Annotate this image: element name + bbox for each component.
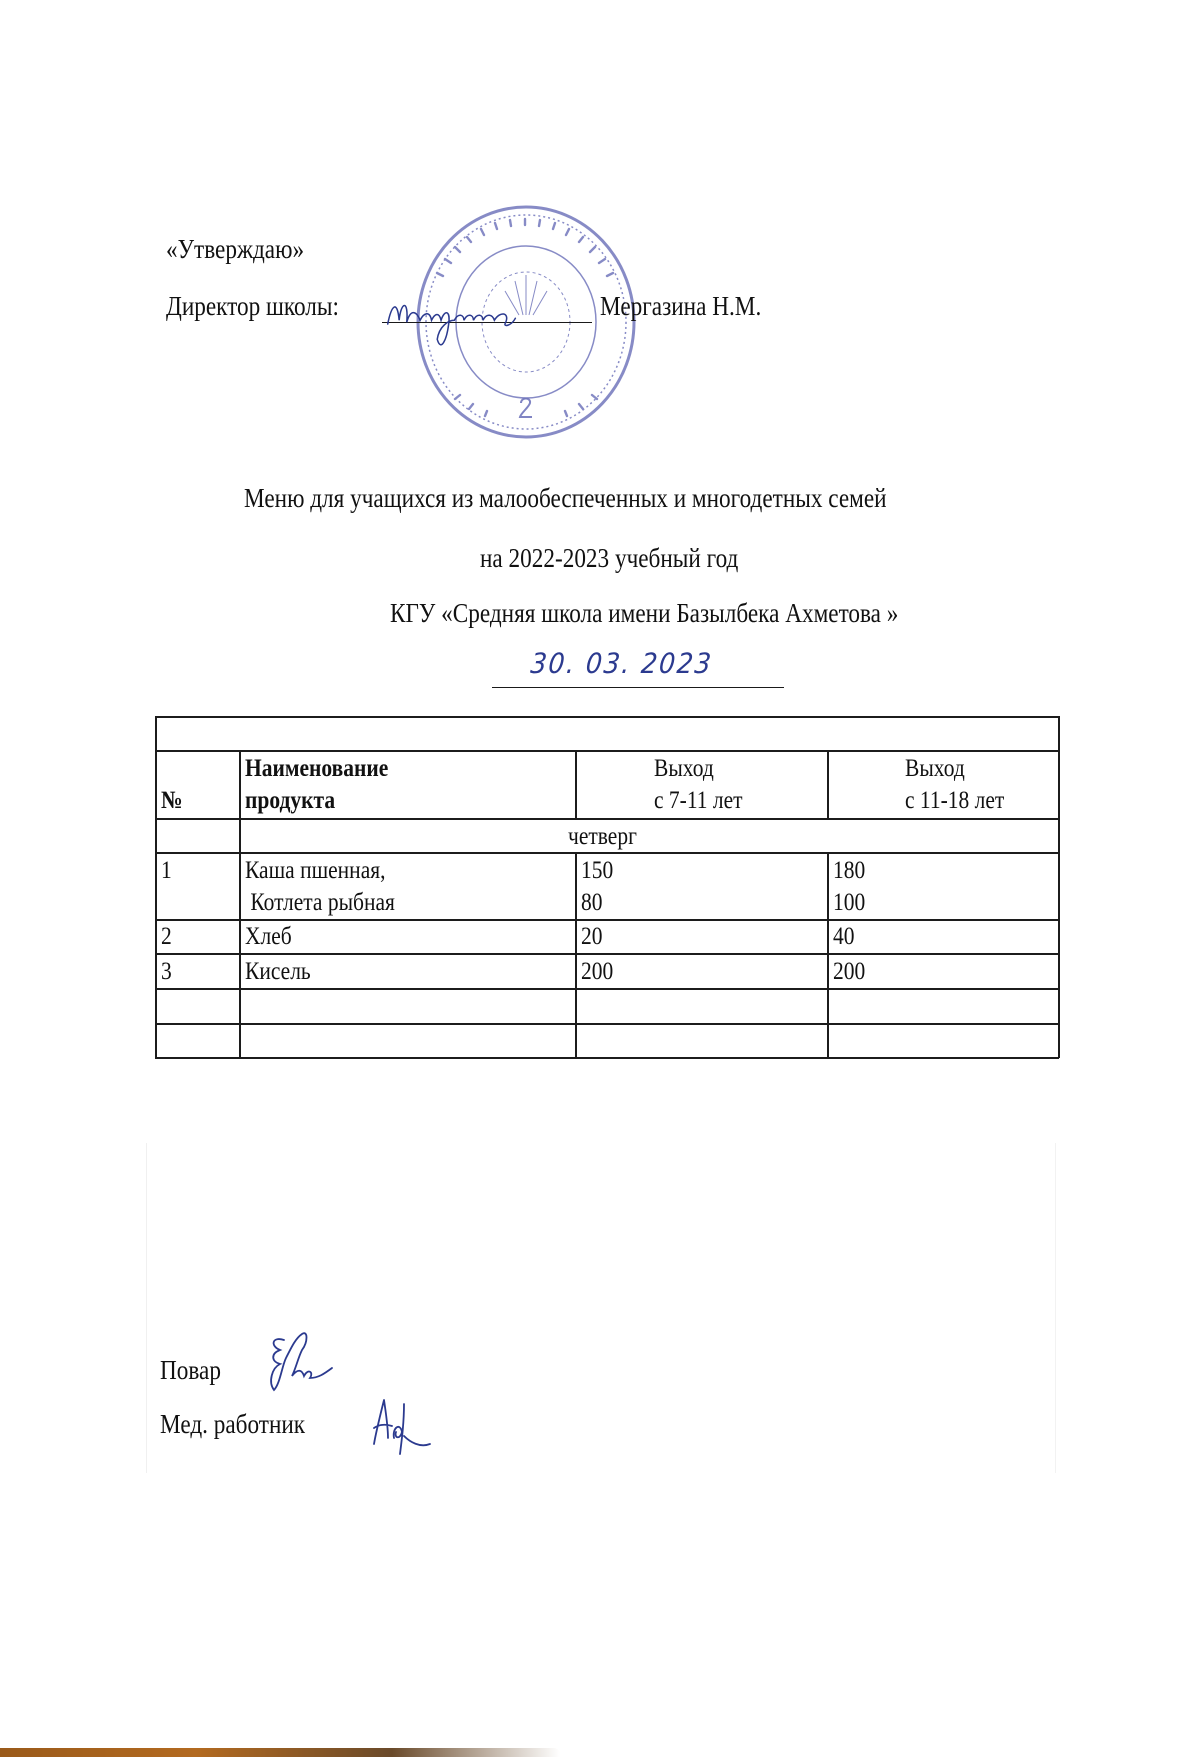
day-label: четверг xyxy=(568,823,637,850)
table-row-1-out2-line2: 100 xyxy=(833,889,866,916)
menu-table xyxy=(155,716,1059,1058)
menu-title: Меню для учащихся из малообеспеченных и многодетных семей xyxy=(244,483,887,513)
table-row-3-out2: 200 xyxy=(833,958,866,985)
header-out1-line2: с 7-11 лет xyxy=(654,787,743,814)
school-name: КГУ «Средняя школа имени Базылбека Ахметова » xyxy=(390,598,899,628)
table-row-3-out1: 200 xyxy=(581,958,614,985)
table-row-1-name-line1: Каша пшенная, xyxy=(245,857,386,884)
director-signature xyxy=(382,290,582,360)
header-num: № xyxy=(161,787,183,814)
header-out2-line1: Выход xyxy=(905,755,965,782)
table-row-3-name: Кисель xyxy=(245,958,311,985)
cook-signature xyxy=(262,1328,334,1398)
table-row-3-num: 3 xyxy=(161,958,172,985)
header-out2-line2: с 11-18 лет xyxy=(905,787,1005,814)
medic-label: Мед. работник xyxy=(160,1409,306,1439)
table-row-1-out1-line2: 80 xyxy=(581,889,603,916)
table-row-2-name: Хлеб xyxy=(245,923,292,950)
table-row-1-num: 1 xyxy=(161,857,172,884)
date-underline xyxy=(492,687,784,688)
table-row-2-out1: 20 xyxy=(581,923,603,950)
academic-year: на 2022-2023 учебный год xyxy=(480,543,739,573)
table-row-2-num: 2 xyxy=(161,923,172,950)
table-row-1-name-line2: Котлета рыбная xyxy=(245,889,395,916)
table-row-1-out1-line1: 150 xyxy=(581,857,614,884)
director-name: Мергазина Н.М. xyxy=(600,291,762,321)
director-label: Директор школы: xyxy=(166,291,339,321)
header-name-line1: Наименование xyxy=(245,755,389,782)
date: 30. 03. 2023 xyxy=(529,647,715,680)
approve-label: «Утверждаю» xyxy=(166,234,305,264)
header-out1-line1: Выход xyxy=(654,755,714,782)
scan-edge xyxy=(0,1748,560,1757)
table-row-1-out2-line1: 180 xyxy=(833,857,866,884)
table-row-2-out2: 40 xyxy=(833,923,855,950)
medic-signature xyxy=(370,1392,434,1460)
header-name-line2: продукта xyxy=(245,787,336,814)
cook-label: Повар xyxy=(160,1355,221,1385)
